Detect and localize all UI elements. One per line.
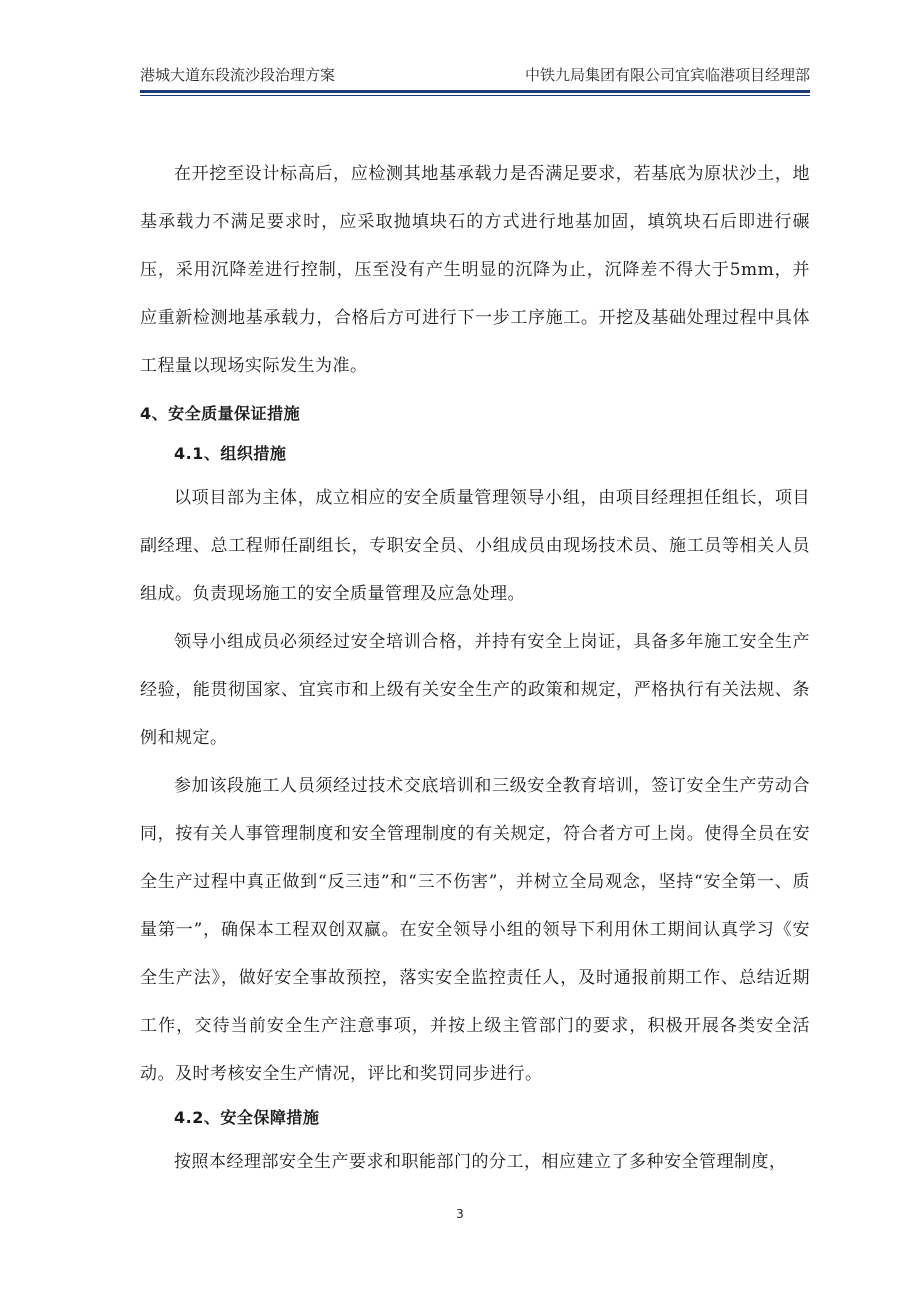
section-heading-safety-quality: 4、安全质量保证措施 <box>140 404 301 423</box>
page-number: 3 <box>456 1207 464 1221</box>
paragraph-safety-systems: 按照本经理部安全生产要求和职能部门的分工，相应建立了多种安全管理制度， <box>174 1152 787 1172</box>
document-body <box>140 150 810 1186</box>
paragraph-member-training: 领导小组成员必须经过安全培训合格，并持有安全上岗证，具备多年施工安全生产经验，能贯彻国家、宜宾市和上级有关安全生产的政策和规定，严格执行有关法规、条例和规定。 <box>140 632 810 748</box>
header-rule-thin <box>140 95 810 96</box>
paragraph-worker-education: 参加该段施工人员须经过技术交底培训和三级安全教育培训，签订安全生产劳动合同，按有关人事管理制度和安全管理制度的有关规定，符合者方可上岗。使得全员在安全生产过程中真正做到“反三违”和“三不伤害”，并树立全局观念，坚持“安全第一、质量第一”，确保本工程双创双赢。在安全领导小组的领导下利用休工期间认真学习《安全生产法》，做好安全事故预控，落实安全监控责任人，及时通报前期工作、总结近期工作，交待当前安全生产注意事项，并按上级主管部门的要求，积极开展各类安全活动。及时考核安全生产情况，评比和奖罚同步进行。 <box>140 776 810 1084</box>
header-rule-thick <box>140 90 810 93</box>
header-document-title: 港城大道东段流沙段治理方案 <box>140 66 336 84</box>
subsection-heading-safety-guarantee: 4.2、安全保障措施 <box>174 1108 320 1127</box>
paragraph-foundation-check: 在开挖至设计标高后，应检测其地基承载力是否满足要求，若基底为原状沙土，地基承载力不满足要求时，应采取抛填块石的方式进行地基加固，填筑块石后即进行碾压，采用沉降差进行控制，压至没有产生明显的沉降为止，沉降差不得大于5mm，并应重新检测地基承载力，合格后方可进行下一步工序施工。开挖及基础处理过程中具体工程量以现场实际发生为准。 <box>140 164 810 376</box>
paragraph-leadership-group: 以项目部为主体，成立相应的安全质量管理领导小组，由项目经理担任组长，项目副经理、总工程师任副组长，专职安全员、小组成员由现场技术员、施工员等相关人员组成。负责现场施工的安全质量管理及应急处理。 <box>140 488 810 604</box>
header-organization: 中铁九局集团有限公司宜宾临港项目经理部 <box>524 66 810 84</box>
subsection-heading-organization: 4.1、组织措施 <box>174 444 287 463</box>
